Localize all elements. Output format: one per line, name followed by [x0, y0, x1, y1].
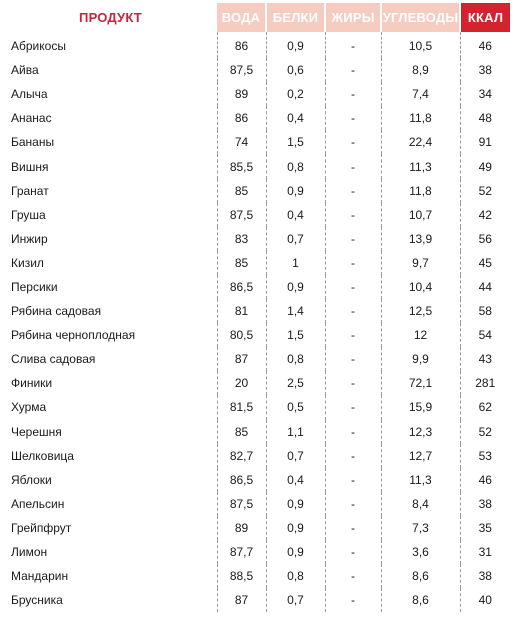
water-cell: 87,5 [217, 203, 266, 227]
table-row [4, 371, 510, 395]
water-cell: 86,5 [217, 275, 266, 299]
fat-cell: - [325, 492, 381, 516]
product-name-cell: Рябина садовая [11, 304, 102, 319]
water-cell: 20 [217, 371, 266, 395]
carbs-cell: 8,6 [381, 564, 460, 588]
water-cell: 85 [217, 420, 266, 444]
kcal-cell: 281 [460, 371, 510, 395]
kcal-cell: 44 [460, 275, 510, 299]
carbs-cell: 12,7 [381, 444, 460, 468]
carbs-cell: 10,7 [381, 203, 460, 227]
carbs-cell: 72,1 [381, 371, 460, 395]
table-row [4, 564, 510, 588]
protein-cell: 1 [266, 251, 325, 275]
nutrition-table [4, 3, 510, 612]
product-name-cell: Инжир [11, 231, 48, 246]
product-name-cell: Абрикосы [11, 39, 66, 54]
kcal-cell: 52 [460, 420, 510, 444]
kcal-cell: 58 [460, 299, 510, 323]
protein-cell: 1,4 [266, 299, 325, 323]
water-cell: 85,5 [217, 154, 266, 178]
table-row [4, 275, 510, 299]
fat-cell: - [325, 32, 381, 58]
product-name-cell: Ананас [11, 111, 52, 126]
kcal-cell: 38 [460, 564, 510, 588]
fat-cell: - [325, 154, 381, 178]
fat-cell: - [325, 82, 381, 106]
kcal-cell: 42 [460, 203, 510, 227]
header-water: ВОДА [217, 3, 266, 32]
water-cell: 87,5 [217, 58, 266, 82]
carbs-cell: 12 [381, 323, 460, 347]
water-cell: 87,7 [217, 540, 266, 564]
water-cell: 74 [217, 130, 266, 154]
carbs-cell: 11,8 [381, 179, 460, 203]
carbs-cell: 9,9 [381, 347, 460, 371]
fat-cell: - [325, 516, 381, 540]
table-row [4, 444, 510, 468]
product-name-cell: Вишня [11, 159, 49, 174]
table-row [4, 203, 510, 227]
kcal-cell: 43 [460, 347, 510, 371]
fat-cell: - [325, 106, 381, 130]
kcal-cell: 35 [460, 516, 510, 540]
product-name-cell: Гранат [11, 183, 49, 198]
water-cell: 81 [217, 299, 266, 323]
kcal-cell: 45 [460, 251, 510, 275]
water-cell: 86 [217, 32, 266, 58]
table-row [4, 516, 510, 540]
protein-cell: 0,4 [266, 468, 325, 492]
table-row [4, 540, 510, 564]
water-cell: 82,7 [217, 444, 266, 468]
table-row [4, 323, 510, 347]
fat-cell: - [325, 468, 381, 492]
carbs-cell: 22,4 [381, 130, 460, 154]
product-name-cell: Персики [11, 279, 58, 294]
table-row [4, 130, 510, 154]
kcal-cell: 38 [460, 492, 510, 516]
water-cell: 83 [217, 227, 266, 251]
kcal-cell: 31 [460, 540, 510, 564]
protein-cell: 0,9 [266, 32, 325, 58]
water-cell: 89 [217, 516, 266, 540]
product-name-cell: Черешня [11, 424, 62, 439]
header-kcal: ККАЛ [460, 3, 510, 32]
kcal-cell: 49 [460, 154, 510, 178]
fat-cell: - [325, 540, 381, 564]
protein-cell: 0,2 [266, 82, 325, 106]
product-name-cell: Бананы [11, 135, 55, 150]
kcal-cell: 48 [460, 106, 510, 130]
table-row [4, 82, 510, 106]
product-name-cell: Яблоки [11, 472, 52, 487]
kcal-cell: 38 [460, 58, 510, 82]
protein-cell: 1,1 [266, 420, 325, 444]
protein-cell: 0,6 [266, 58, 325, 82]
product-name-cell: Груша [11, 207, 46, 222]
table-row [4, 420, 510, 444]
carbs-cell: 15,9 [381, 395, 460, 419]
kcal-cell: 40 [460, 588, 510, 612]
kcal-cell: 46 [460, 468, 510, 492]
product-name-cell: Финики [11, 376, 53, 391]
table-row [4, 251, 510, 275]
carbs-cell: 7,3 [381, 516, 460, 540]
carbs-cell: 12,3 [381, 420, 460, 444]
carbs-cell: 7,4 [381, 82, 460, 106]
table-row [4, 492, 510, 516]
water-cell: 87 [217, 347, 266, 371]
fat-cell: - [325, 251, 381, 275]
protein-cell: 0,8 [266, 347, 325, 371]
product-name-cell: Грейпфрут [11, 520, 72, 535]
carbs-cell: 11,8 [381, 106, 460, 130]
product-name-cell: Айва [11, 63, 39, 78]
carbs-cell: 9,7 [381, 251, 460, 275]
carbs-cell: 8,6 [381, 588, 460, 612]
protein-cell: 2,5 [266, 371, 325, 395]
table-row [4, 227, 510, 251]
carbs-cell: 10,5 [381, 32, 460, 58]
table-row [4, 468, 510, 492]
table-row [4, 395, 510, 419]
protein-cell: 0,7 [266, 588, 325, 612]
kcal-cell: 54 [460, 323, 510, 347]
table-row [4, 32, 510, 58]
water-cell: 88,5 [217, 564, 266, 588]
fat-cell: - [325, 564, 381, 588]
fat-cell: - [325, 347, 381, 371]
product-name-cell: Рябина черноплодная [11, 328, 136, 343]
fat-cell: - [325, 395, 381, 419]
protein-cell: 1,5 [266, 323, 325, 347]
kcal-cell: 62 [460, 395, 510, 419]
water-cell: 81,5 [217, 395, 266, 419]
kcal-cell: 91 [460, 130, 510, 154]
protein-cell: 0,9 [266, 492, 325, 516]
kcal-cell: 34 [460, 82, 510, 106]
protein-cell: 0,9 [266, 540, 325, 564]
header-protein: БЕЛКИ [266, 3, 325, 32]
header-row [4, 3, 510, 32]
protein-cell: 0,9 [266, 179, 325, 203]
fat-cell: - [325, 130, 381, 154]
kcal-cell: 46 [460, 32, 510, 58]
fat-cell: - [325, 58, 381, 82]
product-name-cell: Кизил [11, 255, 44, 270]
carbs-cell: 3,6 [381, 540, 460, 564]
water-cell: 87,5 [217, 492, 266, 516]
product-name-cell: Мандарин [11, 569, 69, 584]
fat-cell: - [325, 444, 381, 468]
table-row [4, 179, 510, 203]
carbs-cell: 12,5 [381, 299, 460, 323]
protein-cell: 1,5 [266, 130, 325, 154]
kcal-cell: 56 [460, 227, 510, 251]
product-name-cell: Слива садовая [11, 352, 96, 367]
fat-cell: - [325, 420, 381, 444]
water-cell: 85 [217, 251, 266, 275]
carbs-cell: 11,3 [381, 468, 460, 492]
kcal-cell: 52 [460, 179, 510, 203]
table-body [4, 32, 510, 612]
water-cell: 87 [217, 588, 266, 612]
table-row [4, 299, 510, 323]
fat-cell: - [325, 179, 381, 203]
carbs-cell: 8,4 [381, 492, 460, 516]
header-fat: ЖИРЫ [325, 3, 381, 32]
kcal-cell: 53 [460, 444, 510, 468]
table-row [4, 58, 510, 82]
fat-cell: - [325, 227, 381, 251]
carbs-cell: 10,4 [381, 275, 460, 299]
table-row [4, 588, 510, 612]
protein-cell: 0,7 [266, 227, 325, 251]
fat-cell: - [325, 371, 381, 395]
protein-cell: 0,8 [266, 154, 325, 178]
table-row [4, 347, 510, 371]
product-name-cell: Брусника [11, 593, 63, 608]
water-cell: 89 [217, 82, 266, 106]
product-name-cell: Хурма [11, 400, 47, 415]
product-name-cell: Алыча [11, 87, 48, 102]
header-carbs: УГЛЕВОДЫ [381, 3, 460, 32]
protein-cell: 0,4 [266, 203, 325, 227]
protein-cell: 0,7 [266, 444, 325, 468]
header-product: ПРОДУКТ [4, 3, 217, 32]
protein-cell: 0,9 [266, 275, 325, 299]
fat-cell: - [325, 299, 381, 323]
fat-cell: - [325, 203, 381, 227]
product-name-cell: Лимон [11, 545, 48, 560]
protein-cell: 0,4 [266, 106, 325, 130]
product-name-cell: Апельсин [11, 496, 65, 511]
table-row [4, 154, 510, 178]
table-header [4, 3, 510, 32]
water-cell: 86 [217, 106, 266, 130]
fat-cell: - [325, 588, 381, 612]
carbs-cell: 8,9 [381, 58, 460, 82]
table-row [4, 106, 510, 130]
protein-cell: 0,5 [266, 395, 325, 419]
carbs-cell: 13,9 [381, 227, 460, 251]
protein-cell: 0,8 [266, 564, 325, 588]
fat-cell: - [325, 323, 381, 347]
water-cell: 85 [217, 179, 266, 203]
water-cell: 86,5 [217, 468, 266, 492]
carbs-cell: 11,3 [381, 154, 460, 178]
protein-cell: 0,9 [266, 516, 325, 540]
water-cell: 80,5 [217, 323, 266, 347]
fat-cell: - [325, 275, 381, 299]
product-name-cell: Шелковица [11, 448, 74, 463]
